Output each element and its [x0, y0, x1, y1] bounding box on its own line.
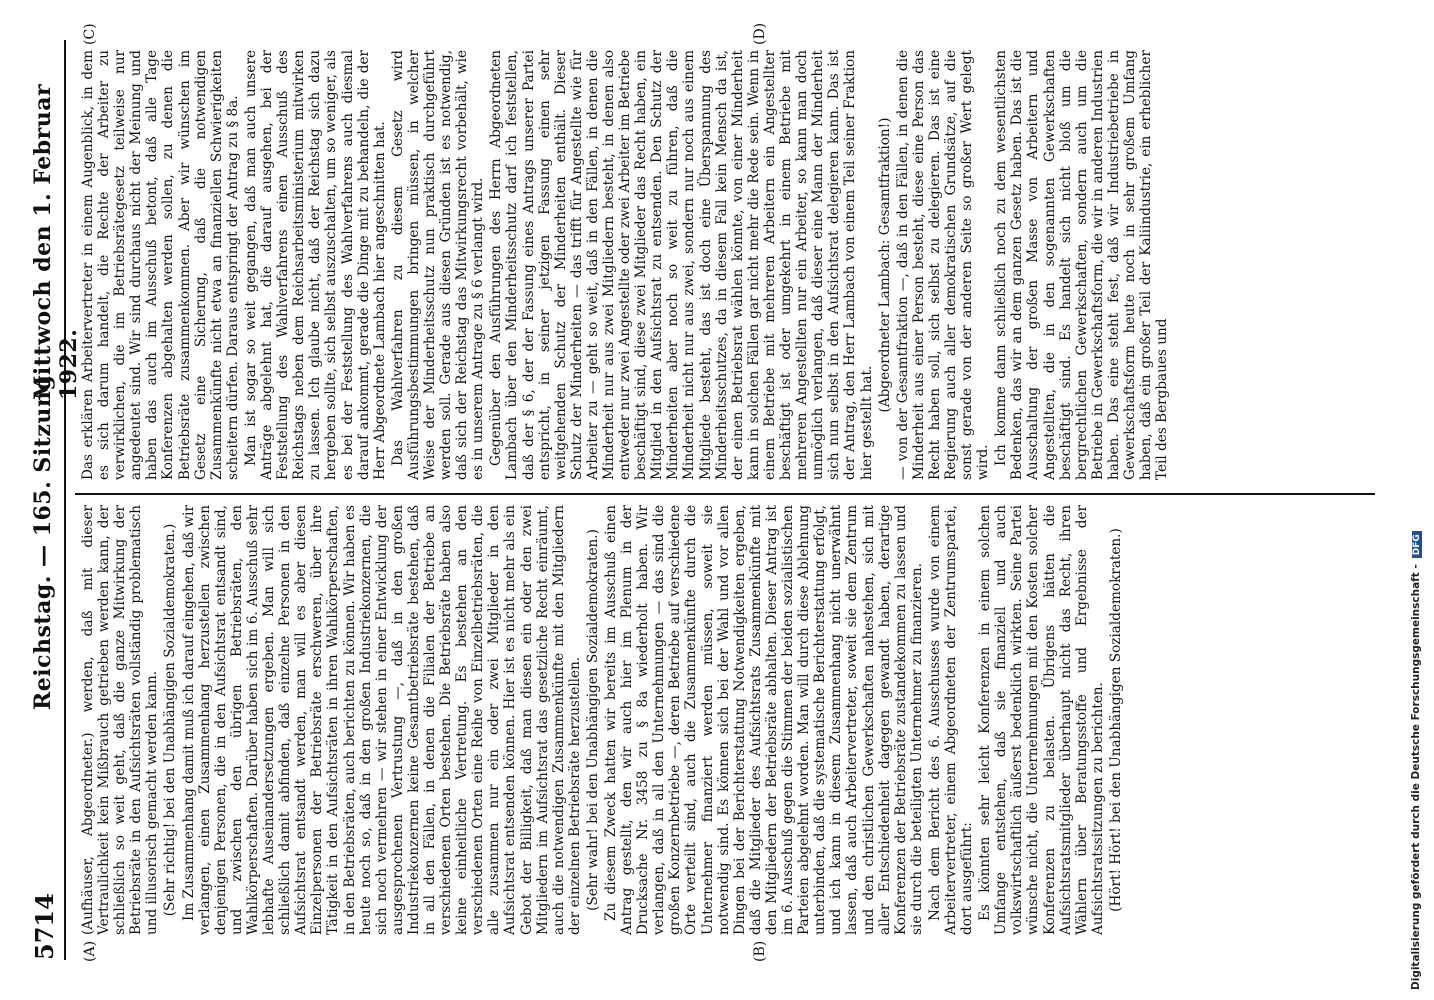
- margin-mark-a: (A): [82, 940, 98, 962]
- page-number: 5714: [30, 893, 59, 960]
- paragraph: Nach dem Bericht des 6. Ausschusses wurde von einem Arbeitervertreter, einem Abgeordneten der Zentrumspartei, dort ausgeführt:: [926, 505, 976, 935]
- paragraph: Das Wahlverfahren zu diesem Gesetz wird Ausführungsbestimmungen bringen müssen, in welcher Weise der Minderheitsschutz nun praktisch durchgeführt werden soll. Gerade aus diesen Gründen ist es notwendig, daß sich der Reichstag das Mitwirkungsrecht vorbehält, wie es in unserem Antrage zu § 6 verlangt wird.: [389, 50, 487, 480]
- interjection: (Sehr wahr! bei den Unabhängigen Sozialdemokraten.): [584, 529, 601, 911]
- margin-mark-d: (D): [752, 22, 768, 45]
- paragraph: Man ist sogar so weit gegangen, daß man auch unsere Anträge abgelehnt hat, die darauf ausgehen, bei der Feststellung des Wahlverfahrens einen Ausschuß des Reichstags neben dem Reichsarbeitsministerium mitwirken zu lassen. Ich glaube nicht, daß der Reichstag sich dazu hergeben sollte, sich selbst auszuschalten, um so weniger, als es bei der Feststellung des Wahlverfahrens auch diesmal darauf ankommt, gerade die Dinge mit zu behandeln, die der Herr Abgeordnete Lambach hier angeschnitten hat.: [242, 50, 388, 480]
- credit-text: Digitalisierung gefördert durch die Deutsche Forschungsgemeinschaft -: [1410, 564, 1422, 990]
- interjection: (Sehr richtig! bei den Unabhängigen Sozialdemokraten.): [162, 523, 179, 917]
- interjection: (Hört! Hört! bei den Unabhängigen Sozialdemokraten.): [1107, 528, 1124, 912]
- interjection: (Abgeordneter Lambach: Gesamtfraktion!): [876, 117, 893, 413]
- margin-mark-c: (C): [82, 23, 98, 45]
- paragraph: Zu diesem Zweck hatten wir bereits im Ausschuß einen Antrag gestellt, den wir auch hier im Plenum in der Drucksache Nr. 3458 zu § 8a wiederholt haben. Wir verlangen, daß in all den Unternehmungen — das sind die großen Konzernbetriebe —, deren Betriebe auf verschiedene Orte verteilt sind, auch die Zusammenkünfte durch die Unternehmer finanziert werden müssen, soweit sie notwendig sind. Es können sich bei der Wahl und vor allen Dingen bei der Berichterstattung Notwendigkeiten ergeben, daß die Mitglieder des Aufsichtsrats Zusammenkünfte mit den Mitgliedern der Betriebsräte abhalten. Dieser Antrag ist im 6. Ausschuß gegen die Stimmen der beiden sozialistischen Parteien abgelehnt worden. Man will durch diese Ablehnung unterbinden, daß die systematische Berichterstattung erfolgt, und ich kann in diesem Zusammenhang nicht unerwähnt lassen, daß auch Arbeitervertreter, soweit sie dem Zentrum und den christlichen Gewerkschaften nahestehen, sich mit aller Entschiedenheit dagegen gewandt haben, derartige Konferenzen der Betriebsräte zustandekommen zu lassen und sie durch die beteiligten Unternehmer zu finanzieren.: [603, 505, 925, 935]
- dfg-logo: DFG: [1412, 531, 1422, 558]
- paragraph: Ich komme dann schließlich noch zu dem wesentlichsten Bedenken, das wir an dem ganzen Gesetz haben. Das ist die Ausschaltung der großen Masse von Arbeitern und Angestellten, die in den sogenannten Gewerkschaften beschäftigt sind. Es handelt sich nicht bloß um die bergrechtlichen Gewerkschaften, sondern auch um die Betriebe in Gewerkschaftsform, die wir in anderen Industrien haben. Das eine steht fest, daß wir Industriebetriebe in Gewerkschaftsform heute noch in sehr großem Umfang haben, daß ein großer Teil der Kaliindustrie, ein erheblicher Teil des Bergbaues und: [993, 50, 1171, 480]
- header-left-title: Reichstag. — 165. Sitzung.: [30, 366, 56, 710]
- paragraph: Im Zusammenhang damit muß ich darauf eingehen, daß wir verlangen, einen Zusammenhang herzustellen zwischen denjenigen Personen, die in den Aufsichtsrat entsandt sind, und zwischen den übrigen Betriebsräten, den Wahlkörperschaften. Darüber haben sich im 6. Ausschuß sehr lebhafte Auseinandersetzungen ergeben. Man will sich schließlich damit abfinden, daß einzelne Personen in den Aufsichtsrat entsandt werden, man will es aber diesen Einzelpersonen der Betriebsräte erschweren, über ihre Tätigkeit in den Aufsichtsräten in ihren Wahlkörperschaften, in den Betriebsräten, auch berichten zu können. Wir haben es heute noch so, daß in den großen Industriekonzernen, die sich noch vermehren — wir stehen in einer Entwicklung der ausgesprochenen Vertrustung —, daß in den großen Industriekonzernen keine Gesamtbetriebsräte bestehen, daß in all den Fällen, in denen die Filialen der Betriebe an verschiedenen Orten bestehen. Die Betriebsräte haben also keine einheitliche Vertretung. Es bestehen an den verschiedenen Orten eine Reihe von Einzelbetriebsräten, die alle zusammen nur ein oder zwei Mitglieder in den Aufsichtsrat entsenden können. Hier ist es nicht mehr als ein Gebot der Billigkeit, daß man diesen ein oder den zwei Mitgliedern im Aufsichtsrat das gesetzliche Recht einräumt, auch die notwendigen Zusammenkünfte mit den Mitgliedern der einzelnen Betriebsräte herzustellen.: [180, 505, 583, 935]
- paragraph: Gegenüber den Ausführungen des Herrn Abgeordneten Lambach über den Minderheitsschutz darf ich feststellen, daß der § 6, der der Fassung eines Antrags unserer Partei entspricht, in seiner jetzigen Fassung einen sehr weitgehenden Schutz der Minderheiten enthält. Dieser Schutz der Minderheiten — das trifft für Angestellte wie für Arbeiter zu — geht so weit, daß in den Fällen, in denen die Minderheit nur aus zwei Mitgliedern besteht, in denen also entweder nur zwei Angestellte oder zwei Arbeiter im Betriebe beschäftigt sind, diese zwei Mitglieder das Recht haben, ein Mitglied in den Aufsichtsrat zu entsenden. Den Schutz der Minderheiten aber noch so weit zu führen, daß die Minderheit nicht nur aus zwei, sondern nur noch aus einem Mitgliede besteht, das ist doch eine Überspannung des Minderheitsschutzes, da in diesem Fall kein Mensch da ist, der einen Betriebsrat wählen könnte, von einer Minderheit kann in solchen Fällen gar nicht mehr die Rede sein. Wenn in einem Betriebe mit mehreren Arbeitern ein Angestellter beschäftigt ist oder umgekehrt in einem Betriebe mit mehreren Angestellten nur ein Arbeiter, so kann man doch unmöglich verlangen, daß dieser eine Mann der Minderheit sich nun selbst in den Aufsichtsrat delegieren kann. Das ist der Antrag, den Herr Lambach von einem Teil seiner Fraktion hier gestellt hat.: [488, 50, 875, 480]
- paragraph: Das erklären Arbeitervertreter in einem Augenblick, in dem es sich darum handelt, die Rechte der Arbeiter zu verwirklichen, die im Betriebsrätegesetz teilweise nur angedeutet sind. Wir sind durchaus nicht der Meinung und haben das auch im Ausschuß betont, daß alle Tage Konferenzen abgehalten werden sollen, zu denen die Betriebsräte zusammenkommen. Aber wir wünschen im Gesetz eine Sicherung, daß die notwendigen Zusammenkünfte nicht etwa an finanziellen Schwierigkeiten scheitern dürfen. Daraus entspringt der Antrag zu § 8a.: [80, 50, 241, 480]
- column-divider: [75, 493, 1375, 495]
- paragraph: — von der Gesamtfraktion —, daß in den Fällen, in denen die Minderheit aus einer Person besteht, diese eine Person das Recht haben soll, sich selbst zu delegieren. Das ist eine Regierung auch aller demokratischen Grundsätze, auf die sonst gerade von der anderen Seite so großer Wert gelegt wird.: [894, 50, 992, 480]
- page-header: [28, 40, 82, 960]
- left-column: [80, 505, 1370, 935]
- margin-mark-b: (B): [752, 940, 768, 962]
- paragraph: (Aufhäuser, Abgeordneter.) werden, daß mit dieser Vertraulichkeit kein Mißbrauch getrieben werden kann, der schließlich so weit geht, daß die ganze Mitwirkung der Betriebsräte in den Aufsichtsräten vollständig problematisch und illusorisch gemacht werden kann.: [80, 505, 161, 935]
- quotation: Es könnten sehr leicht Konferenzen in einem solchen Umfange entstehen, daß sie finanziell und auch volkswirtschaftlich äußerst bedenklich wirkten. Seine Partei wünsche nicht, die Unternehmungen mit den Kosten solcher Konferenzen zu belasten. Übrigens hätten die Aufsichtsratsmitglieder überhaupt nicht das Recht, ihren Wählern über Beratungsstoffe und Ergebnisse der Aufsichtsratssitzungen zu berichten.: [977, 505, 1106, 935]
- header-right-title: Mittwoch den 1. Februar 1922.: [30, 83, 82, 400]
- digitization-credit: [1408, 0, 1432, 1000]
- right-column: [80, 50, 1370, 480]
